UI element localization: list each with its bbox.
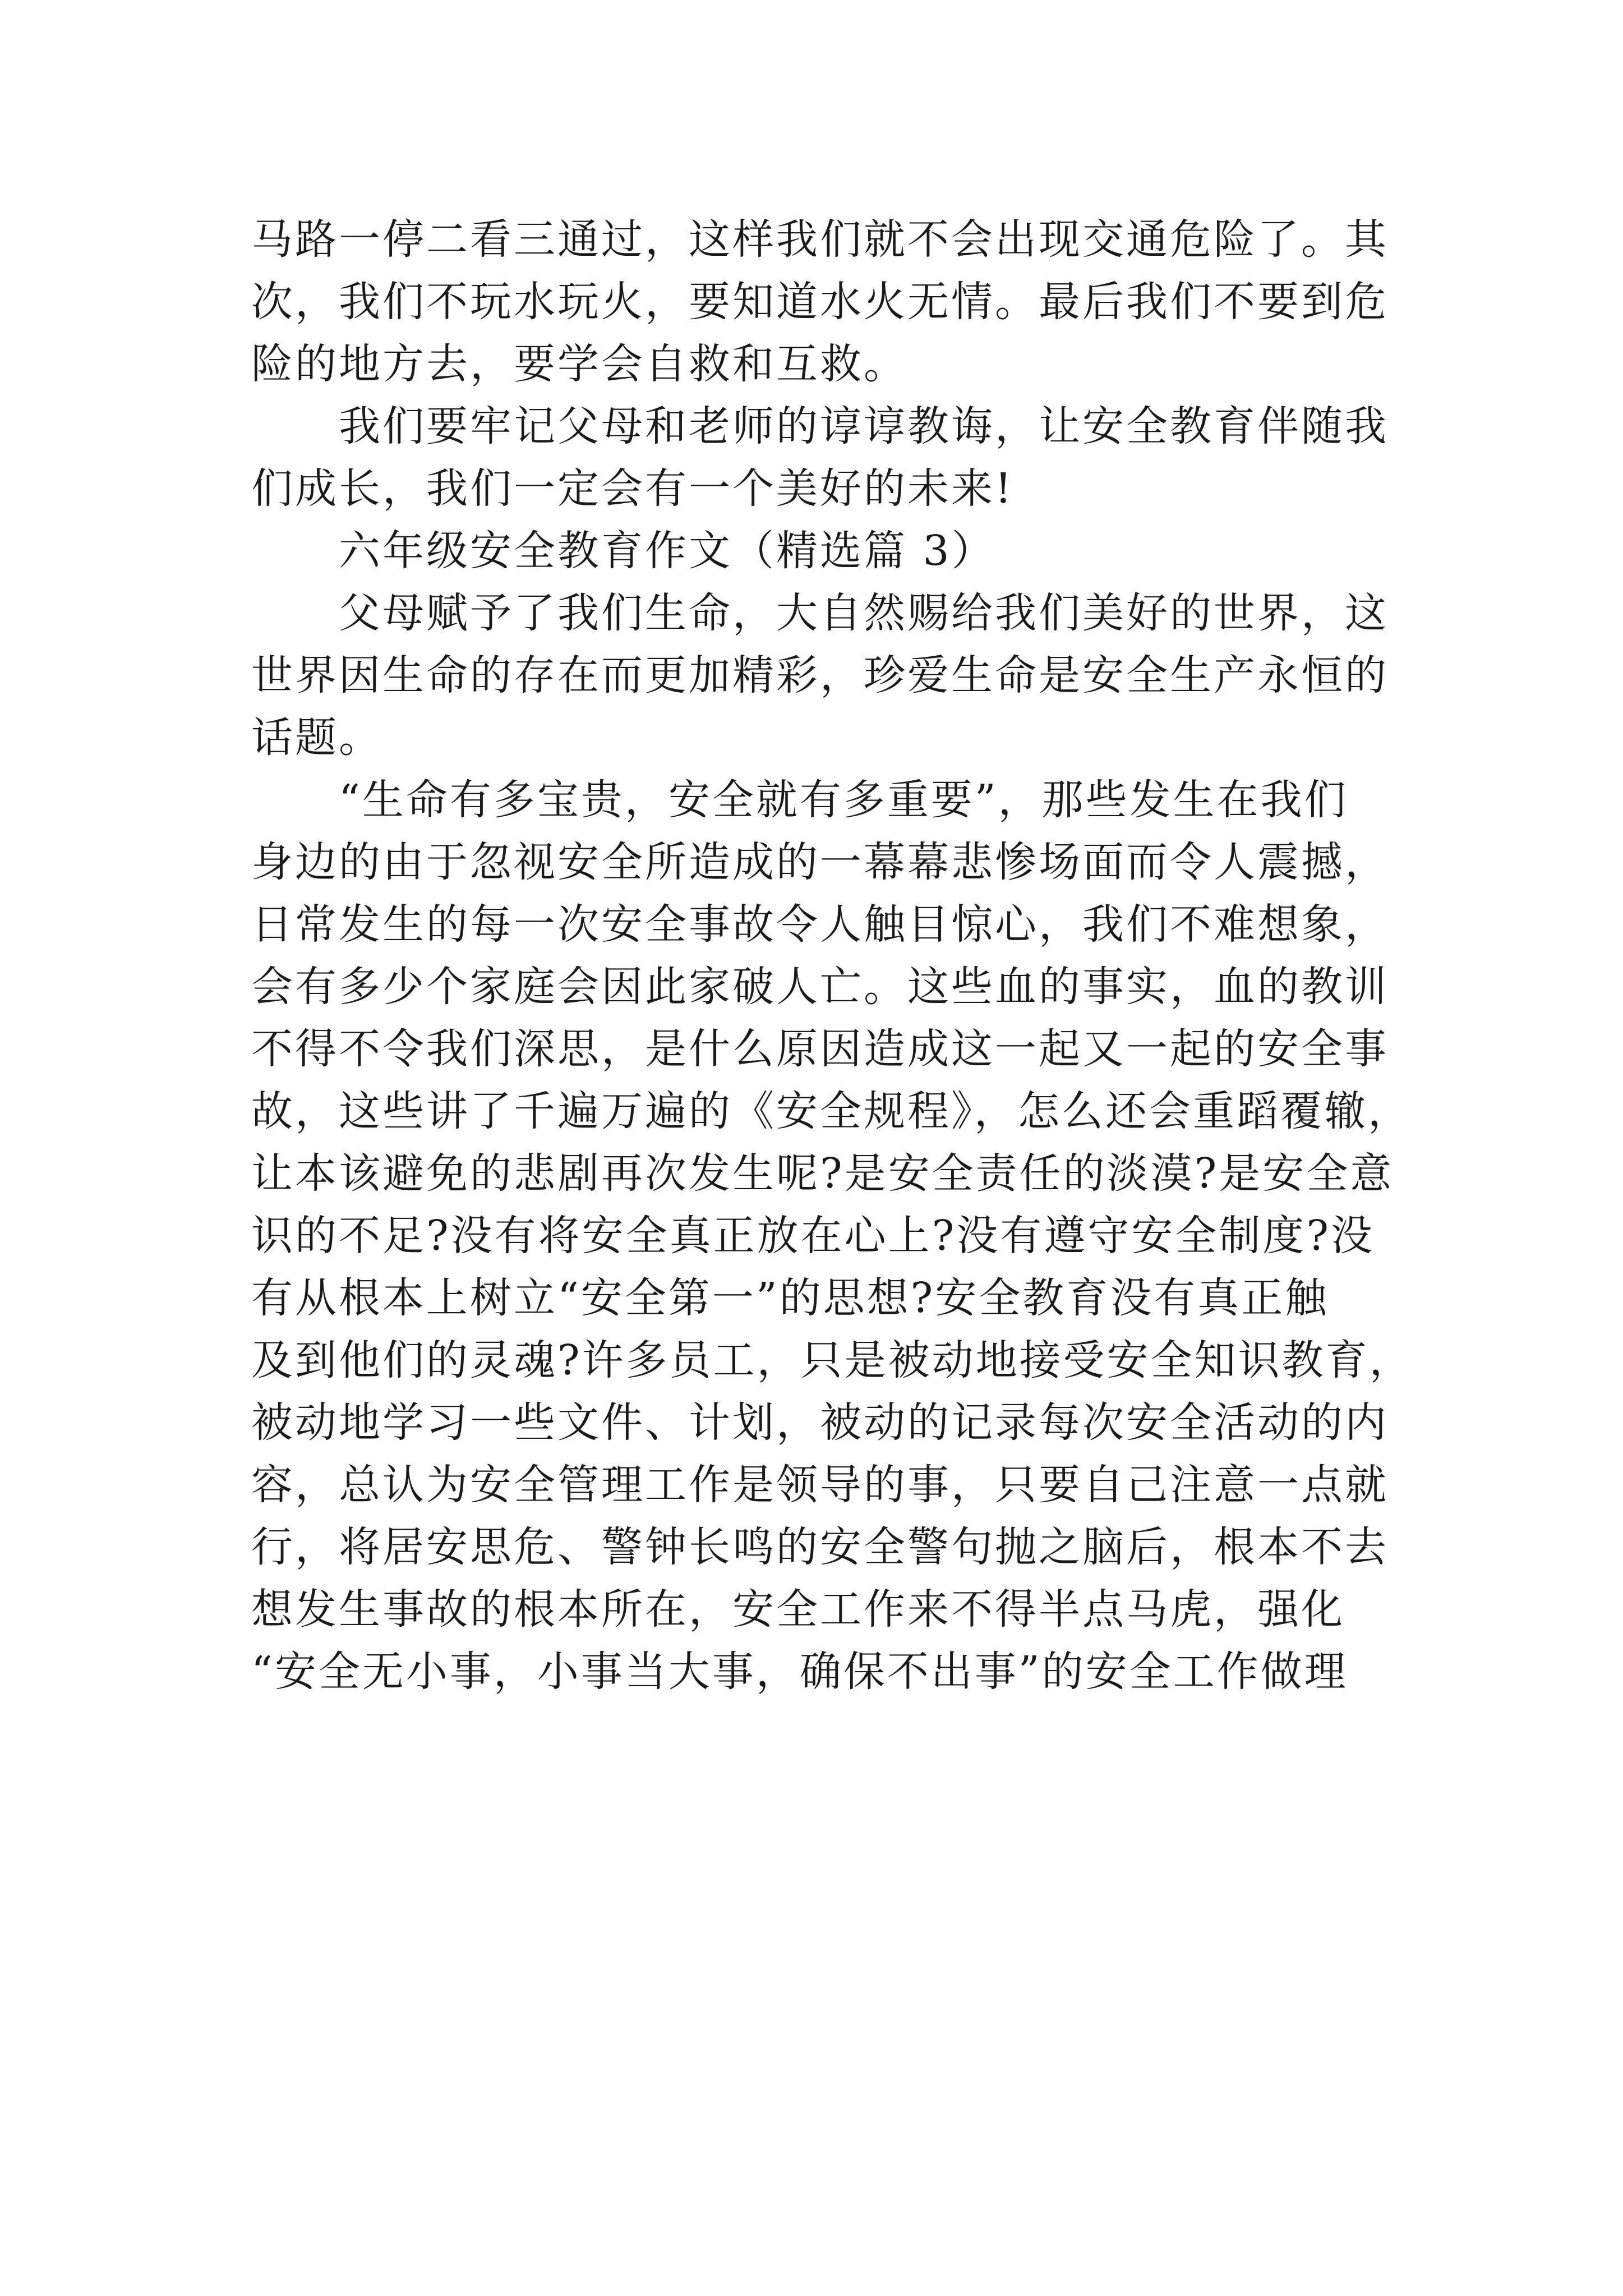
text-line: 及到他们的灵魂?许多员工，只是被动地接受安全知识教育，: [251, 1336, 1413, 1384]
text-line: 马路一停二看三通过，这样我们就不会出现交通危险了。其: [251, 215, 1389, 264]
text-line: 话题。: [251, 714, 382, 762]
text-line: 日常发生的每一次安全事故令人触目惊心，我们不难想象，: [251, 900, 1389, 949]
text-line: 容，总认为安全管理工作是领导的事，只要自己注意一点就: [251, 1461, 1389, 1509]
text-line: 想发生事故的根本所在，安全工作来不得半点马虎，强化: [251, 1585, 1345, 1634]
text-line: 我们要牢记父母和老师的谆谆教诲，让安全教育伴随我: [251, 402, 1389, 450]
text-line: “生命有多宝贵，安全就有多重要”，那些发生在我们: [251, 776, 1348, 824]
text-line: 次，我们不玩水玩火，要知道水火无情。最后我们不要到危: [251, 278, 1389, 326]
section-heading: 六年级安全教育作文（精选篇 3）: [251, 527, 995, 575]
text-line: 不得不令我们深思，是什么原因造成这一起又一起的安全事: [251, 1025, 1389, 1073]
text-line: 有从根本上树立“安全第一”的思想?安全教育没有真正触: [251, 1274, 1329, 1322]
text-line: 们成长，我们一定会有一个美好的未来!: [251, 464, 1014, 513]
text-line: 父母赋予了我们生命，大自然赐给我们美好的世界，这: [251, 589, 1389, 637]
document-body: [251, 209, 1413, 1703]
text-line: 识的不足?没有将安全真正放在心上?没有遵守安全制度?没: [251, 1212, 1375, 1260]
text-line: 故，这些讲了千遍万遍的《安全规程》，怎么还会重蹈覆辙，: [251, 1087, 1412, 1135]
text-line: 险的地方去，要学会自救和互救。: [251, 340, 907, 388]
text-line: 让本该避免的悲剧再次发生呢?是安全责任的淡漠?是安全意: [251, 1149, 1394, 1198]
text-line: 会有多少个家庭会因此家破人亡。这些血的事实，血的教训: [251, 963, 1389, 1011]
text-line: “安全无小事，小事当大事，确保不出事”的安全工作做理: [251, 1648, 1348, 1696]
text-line: 被动地学习一些文件、计划，被动的记录每次安全活动的内: [251, 1398, 1389, 1447]
text-line: 世界因生命的存在而更加精彩，珍爱生命是安全生产永恒的: [251, 651, 1389, 700]
text-line: 身边的由于忽视安全所造成的一幕幕悲惨场面而令人震撼，: [251, 838, 1389, 886]
text-line: 行，将居安思危、警钟长鸣的安全警句抛之脑后，根本不去: [251, 1523, 1389, 1571]
